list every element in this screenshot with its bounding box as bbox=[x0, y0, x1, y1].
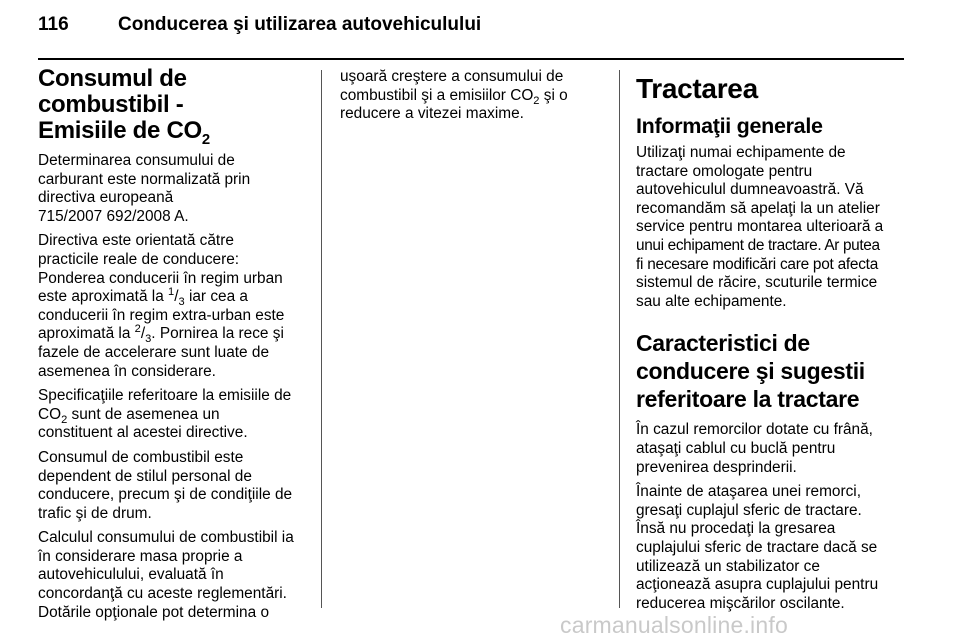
heading-subscript: 2 bbox=[201, 131, 210, 148]
running-title: Conducerea şi utilizarea autovehiculului bbox=[118, 14, 482, 35]
header-rule bbox=[38, 58, 904, 60]
text-fragment: şi o bbox=[539, 86, 568, 104]
text-line: ataşaţi cablul cu buclă pentru bbox=[636, 439, 836, 457]
subscript: 2 bbox=[533, 94, 540, 107]
text-line: fazele de accelerare sunt luate de bbox=[38, 343, 270, 361]
text-line: Specificaţiile referitoare la emisiile de bbox=[38, 387, 292, 405]
text-line: acţionează asupra cuplajului pentru bbox=[636, 576, 879, 594]
text-line: gresaţi cuplajul sferic de tractare. bbox=[636, 501, 862, 519]
text-line: sistemul de răcire, scuturile termice bbox=[636, 274, 878, 292]
paragraph-emissions bbox=[38, 387, 310, 443]
text-line: 715/2007 692/2008 A. bbox=[38, 207, 189, 225]
text-line: unui echipament de tractare. Ar putea bbox=[636, 236, 880, 254]
heading-line: conducere şi sugestii bbox=[636, 358, 865, 385]
text-fragment: iar cea a bbox=[184, 288, 248, 306]
fraction-numerator: 2 bbox=[134, 323, 141, 336]
paragraph-directive: Directiva este orientată către practicile reale de conducere: Ponderea conducerii în regim urban este aproximată la $^1/_3$ iar cea a conducerii în regim extra-urban este aproximată la $^2/_3$. Pornirea la rece şi fazele de accelerare sunt luate de asemenea în considerare. bbox=[38, 232, 285, 380]
heading-line-1: Consumul de combustibil - bbox=[38, 65, 187, 118]
paragraph-driving-style bbox=[38, 449, 310, 523]
text-line: carburant este normalizată prin bbox=[38, 170, 251, 188]
paragraph-calculation bbox=[38, 529, 310, 622]
text-line: Însă nu procedaţi la gresarea bbox=[636, 520, 836, 538]
text-fragment: combustibil şi a emisiilor CO bbox=[340, 86, 534, 104]
text-line: concordanţă cu aceste reglementări. bbox=[38, 585, 287, 603]
text-line: tractare omologate pentru bbox=[636, 162, 813, 180]
text-line: în considerare masa proprie a bbox=[38, 547, 243, 565]
text-line: conducerii în regim extra-urban este bbox=[38, 306, 285, 324]
column-divider-2 bbox=[619, 70, 620, 608]
subheading-driving-characteristics bbox=[636, 329, 908, 413]
text-line: reducerea mişcărilor oscilante. bbox=[636, 594, 845, 612]
text-fragment: sunt de asemenea un bbox=[67, 405, 220, 423]
section-title-towing: Tractarea bbox=[636, 73, 758, 104]
fraction-denominator: 3 bbox=[145, 333, 152, 346]
section-heading-fuel-consumption bbox=[38, 65, 310, 148]
text-line: utilizează un stabilizator ce bbox=[636, 557, 820, 575]
text-line: recomandăm să apelaţi la un atelier bbox=[636, 199, 880, 217]
text-line: prevenirea desprinderii. bbox=[636, 458, 797, 476]
text-line: dependent de stilul personal de bbox=[38, 467, 252, 485]
text-line: practicile reale de conducere: bbox=[38, 250, 240, 268]
text-fragment: CO bbox=[38, 405, 62, 423]
heading-line: referitoare la tractare bbox=[636, 386, 860, 413]
column-3 bbox=[636, 68, 908, 619]
text-fragment: aproximată la bbox=[38, 325, 135, 343]
text-line: uşoară creştere a consumului de bbox=[340, 68, 564, 85]
text-line: Înainte de ataşarea unei remorci, bbox=[636, 483, 862, 501]
text-line: sau alte echipamente. bbox=[636, 292, 787, 310]
subscript: 2 bbox=[61, 413, 68, 426]
text-line: reducere a vitezei maxime. bbox=[340, 105, 524, 123]
paragraph-continuation bbox=[340, 68, 612, 124]
text-fragment: . Pornirea la rece şi bbox=[151, 325, 284, 343]
text-line: Determinarea consumului de bbox=[38, 152, 235, 169]
text-line: Ponderea conducerii în regim urban bbox=[38, 269, 283, 287]
text-line: Dotările opţionale pot determina o bbox=[38, 603, 270, 621]
page-header bbox=[38, 14, 908, 44]
text-line: Calculul consumului de combustibil ia bbox=[38, 529, 294, 547]
column-2 bbox=[340, 68, 612, 130]
page-number: 116 bbox=[38, 14, 69, 35]
text-line: fi necesare modificări care pot afecta bbox=[636, 255, 879, 273]
fraction-numerator: 1 bbox=[168, 286, 175, 299]
text-line: conducere, precum şi de condiţiile de bbox=[38, 486, 293, 504]
text-line: constituent al acestei directive. bbox=[38, 424, 248, 442]
paragraph-trailer-brakes bbox=[636, 421, 908, 477]
column-1 bbox=[38, 66, 310, 628]
text-line: Utilizaţi numai echipamente de bbox=[636, 144, 846, 161]
text-line: autovehiculului, evaluată în bbox=[38, 566, 224, 584]
text-line: trafic şi de drum. bbox=[38, 504, 152, 522]
text-line: directiva europeană bbox=[38, 189, 174, 207]
column-divider-1 bbox=[321, 70, 322, 608]
text-line: cuplajului sferic de tractare dacă se bbox=[636, 538, 878, 556]
paragraph-towing-equipment bbox=[636, 144, 908, 311]
text-line: În cazul remorcilor dotate cu frână, bbox=[636, 421, 873, 439]
text-line: service pentru montarea ulterioară a bbox=[636, 218, 884, 236]
watermark: carmanualsonline.info bbox=[560, 612, 788, 638]
paragraph-determination bbox=[38, 152, 310, 226]
subheading-general-info: Informaţii generale bbox=[636, 114, 823, 138]
text-line: asemenea în considerare. bbox=[38, 362, 216, 380]
fraction-denominator: 3 bbox=[178, 296, 185, 309]
paragraph-coupling-grease bbox=[636, 483, 908, 613]
text-fragment: este aproximată la bbox=[38, 288, 169, 306]
heading-line: Caracteristici de bbox=[636, 330, 810, 357]
text-line: autovehiculul dumneavoastră. Vă bbox=[636, 181, 864, 199]
text-line: Directiva este orientată către bbox=[38, 232, 234, 250]
heading-line-2: Emisiile de CO bbox=[38, 117, 202, 144]
text-line: Consumul de combustibil este bbox=[38, 448, 244, 466]
